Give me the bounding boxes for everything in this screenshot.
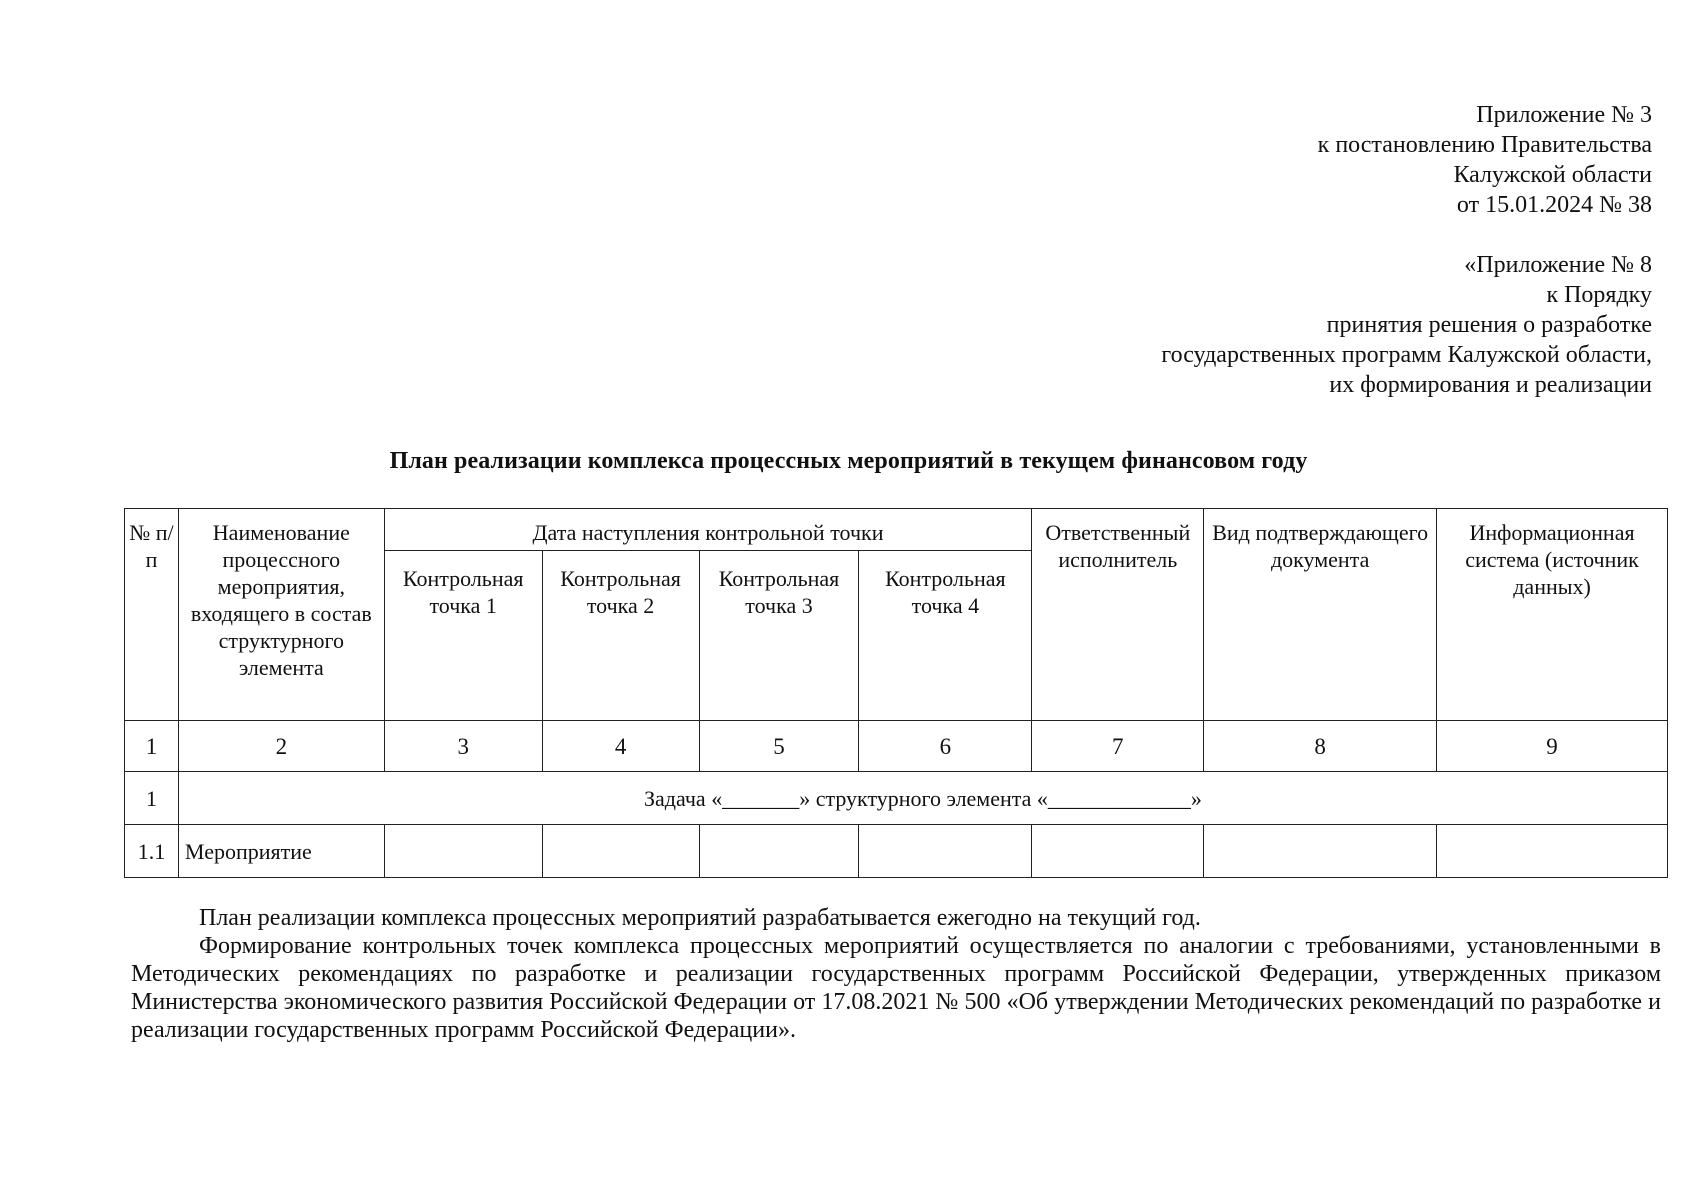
paragraph: План реализации комплекса процессных мероприятий разрабатывается ежегодно на текущий год. <box>199 905 1201 931</box>
column-number: 4 <box>542 721 699 772</box>
header-control-point: Контрольная точка 1 <box>384 551 542 721</box>
empty-cell <box>1437 825 1668 878</box>
column-number: 8 <box>1204 721 1437 772</box>
task-text: Задача «_______» структурного элемента «_____________» <box>178 772 1667 825</box>
header-col-info-system: Информационная система (источник данных) <box>1437 509 1668 721</box>
body-text <box>131 904 1661 1044</box>
header-control-point: Контрольная точка 4 <box>859 551 1032 721</box>
document-title: План реализации комплекса процессных мероприятий в текущем финансовом году <box>389 448 1308 474</box>
column-number: 5 <box>699 721 859 772</box>
column-number: 2 <box>178 721 384 772</box>
appendix-line: «Приложение № 8 <box>1464 252 1652 278</box>
plan-table <box>124 508 1668 878</box>
appendix-line: Приложение № 3 <box>1476 102 1652 128</box>
empty-cell <box>699 825 859 878</box>
appendix-line: к постановлению Правительства <box>1317 132 1652 158</box>
header-control-point: Контрольная точка 3 <box>699 551 859 721</box>
appendix-line: Калужской области <box>1453 162 1652 188</box>
appendix-header <box>1161 100 1652 400</box>
appendix-line: принятия решения о разработке <box>1326 312 1652 338</box>
empty-cell <box>1204 825 1437 878</box>
header-col-responsible: Ответственный исполнитель <box>1032 509 1204 721</box>
column-number: 1 <box>125 721 179 772</box>
item-number: 1.1 <box>125 825 179 878</box>
appendix-line: их формирования и реализации <box>1329 372 1652 398</box>
header-col-document: Вид подтверждающего документа <box>1204 509 1437 721</box>
item-name: Мероприятие <box>178 825 384 878</box>
empty-cell <box>384 825 542 878</box>
appendix-line: к Порядку <box>1546 282 1652 308</box>
column-number: 9 <box>1437 721 1668 772</box>
empty-cell <box>542 825 699 878</box>
header-col-name: Наименование процессного мероприятия, входящего в состав структурного элемента <box>178 509 384 721</box>
task-row <box>125 772 1668 825</box>
paragraph: Формирование контрольных точек комплекса процессных мероприятий осуществляется по аналогии с требованиями, установленными в Методических рекомендациях по разработке и реализации государственных программ Российской Федерации, утвержденных приказом Министерства экономического развития Российской Федерации от 17.08.2021 № 500 «Об утверждении Методических рекомендаций по разработке и реализации государственных программ Российской Федерации». <box>131 933 1661 1043</box>
column-number-row <box>125 721 1668 772</box>
appendix-line: от 15.01.2024 № 38 <box>1456 192 1652 218</box>
header-control-point: Контрольная точка 2 <box>542 551 699 721</box>
empty-cell <box>859 825 1032 878</box>
column-number: 6 <box>859 721 1032 772</box>
table-header-row <box>125 509 1668 551</box>
task-number: 1 <box>125 772 179 825</box>
empty-cell <box>1032 825 1204 878</box>
header-col-num: № п/п <box>125 509 179 721</box>
header-col-dates: Дата наступления контрольной точки <box>384 509 1032 551</box>
column-number: 3 <box>384 721 542 772</box>
column-number: 7 <box>1032 721 1204 772</box>
table-row <box>125 825 1668 878</box>
appendix-line: государственных программ Калужской области, <box>1161 342 1652 368</box>
